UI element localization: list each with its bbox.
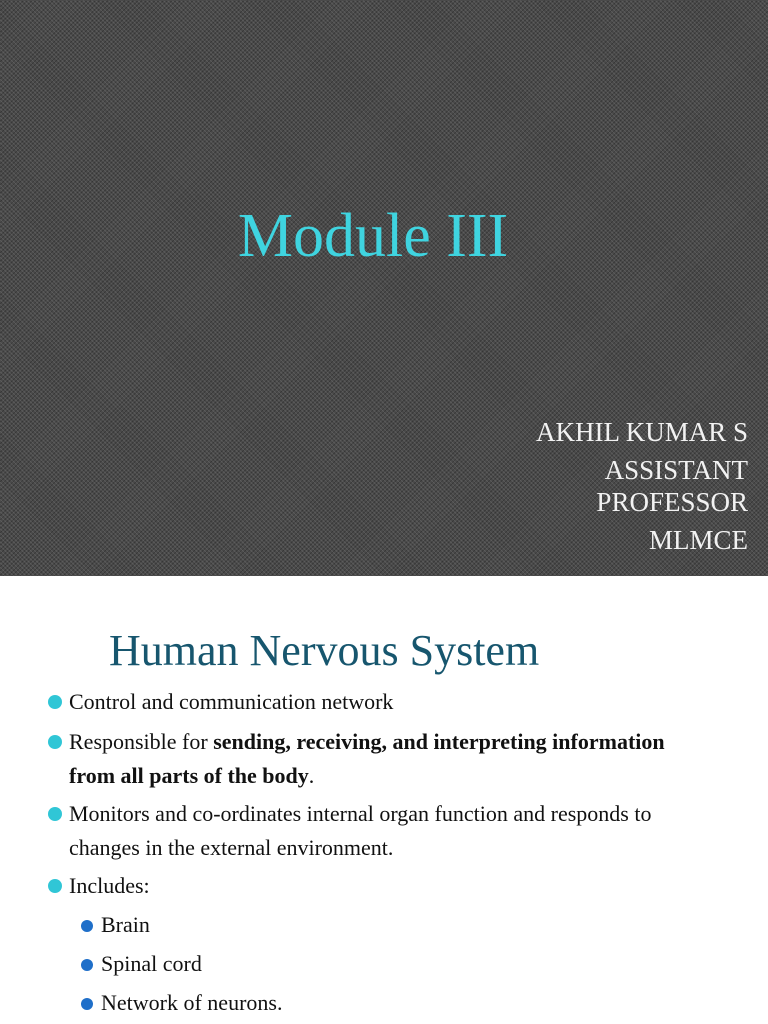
bullet-icon bbox=[48, 735, 62, 749]
sub-bullet-text: Spinal cord bbox=[101, 951, 202, 976]
sub-bullet-text: Network of neurons. bbox=[101, 990, 283, 1015]
sub-list-item bbox=[101, 908, 701, 942]
sub-bullet-icon bbox=[81, 998, 93, 1010]
content-slide bbox=[0, 576, 768, 1024]
bullet-text-bold: sending, receiving, and interpreting information from all parts of the body bbox=[69, 729, 665, 788]
list-item bbox=[69, 869, 709, 903]
list-item bbox=[69, 685, 709, 719]
author-role bbox=[536, 454, 748, 518]
sub-bullet-icon bbox=[81, 920, 93, 932]
author-role-line1: ASSISTANT bbox=[604, 455, 748, 485]
author-role-line2: PROFESSOR bbox=[596, 487, 748, 517]
sub-bullet-icon bbox=[81, 959, 93, 971]
sub-list-item bbox=[101, 947, 701, 981]
bullet-text-prefix: Responsible for bbox=[69, 729, 214, 754]
sub-bullet-text: Brain bbox=[101, 912, 150, 937]
bullet-icon bbox=[48, 695, 62, 709]
slide-title: Human Nervous System bbox=[109, 626, 540, 675]
bullet-icon bbox=[48, 807, 62, 821]
list-item bbox=[69, 725, 709, 793]
sub-list-item bbox=[101, 986, 701, 1020]
bullet-text: Control and communication network bbox=[69, 689, 394, 714]
author-organization: MLMCE bbox=[648, 525, 748, 555]
bullet-text: Monitors and co-ordinates internal organ function and responds to changes in the external environment. bbox=[69, 801, 652, 860]
bullet-text: Includes: bbox=[69, 873, 150, 898]
bullet-icon bbox=[48, 879, 62, 893]
author-block bbox=[536, 414, 748, 558]
bullet-text-suffix: . bbox=[308, 763, 315, 788]
list-item bbox=[69, 797, 709, 865]
author-name: AKHIL KUMAR S bbox=[535, 417, 748, 447]
slide-title: Module III bbox=[237, 202, 509, 270]
